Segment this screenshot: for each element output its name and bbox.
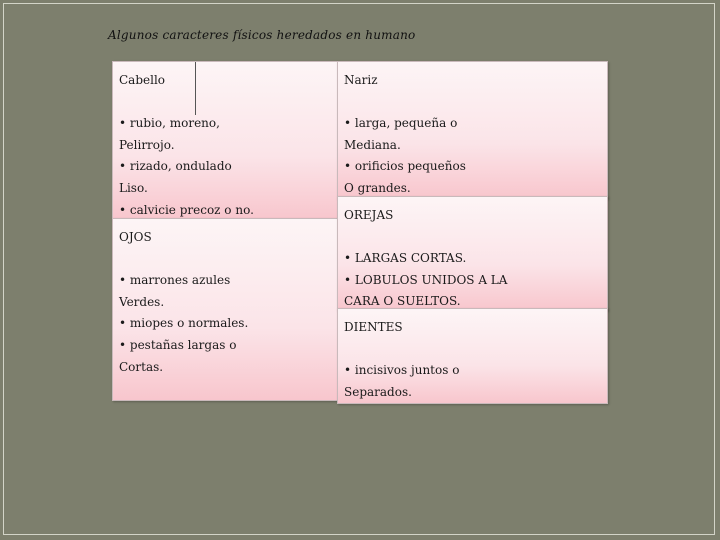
card-line: Liso. (119, 180, 148, 195)
card-ojos (112, 218, 339, 401)
card-heading: OJOS (119, 230, 152, 244)
card-line: Pelirrojo. (119, 137, 175, 152)
card-line: • miopes o normales. (119, 316, 249, 331)
slide-title: Algunos caracteres físicos heredados en humano (108, 28, 416, 42)
card-line: • rizado, ondulado (119, 159, 232, 174)
card-heading: Cabello (119, 73, 166, 87)
card-line: • larga, pequeña o (344, 116, 458, 131)
card-heading: OREJAS (344, 208, 394, 222)
card-line: • incisivos juntos o (344, 363, 460, 378)
card-line: • pestañas largas o (119, 337, 237, 352)
card-line: • calvicie precoz o no. (119, 202, 254, 217)
card-heading: Nariz (344, 73, 378, 87)
card-line: • LOBULOS UNIDOS A LA (344, 272, 508, 287)
card-line: O grandes. (344, 180, 411, 195)
card-line: Mediana. (344, 137, 401, 152)
card-line: • marrones azules (119, 273, 231, 288)
card-line: • orificios pequeños (344, 159, 466, 174)
card-line: CARA O SUELTOS. (344, 294, 461, 309)
card-line: Verdes. (119, 294, 165, 309)
card-heading: DIENTES (344, 320, 403, 334)
card-nariz (337, 61, 608, 199)
card-line: • LARGAS CORTAS. (344, 251, 467, 266)
card-line: Cortas. (119, 359, 164, 374)
card-cabello (112, 61, 339, 220)
card-line: • rubio, moreno, (119, 116, 220, 131)
divider-line (195, 62, 196, 115)
card-orejas (337, 196, 608, 311)
card-dientes (337, 308, 608, 404)
card-line: Separados. (344, 384, 412, 399)
